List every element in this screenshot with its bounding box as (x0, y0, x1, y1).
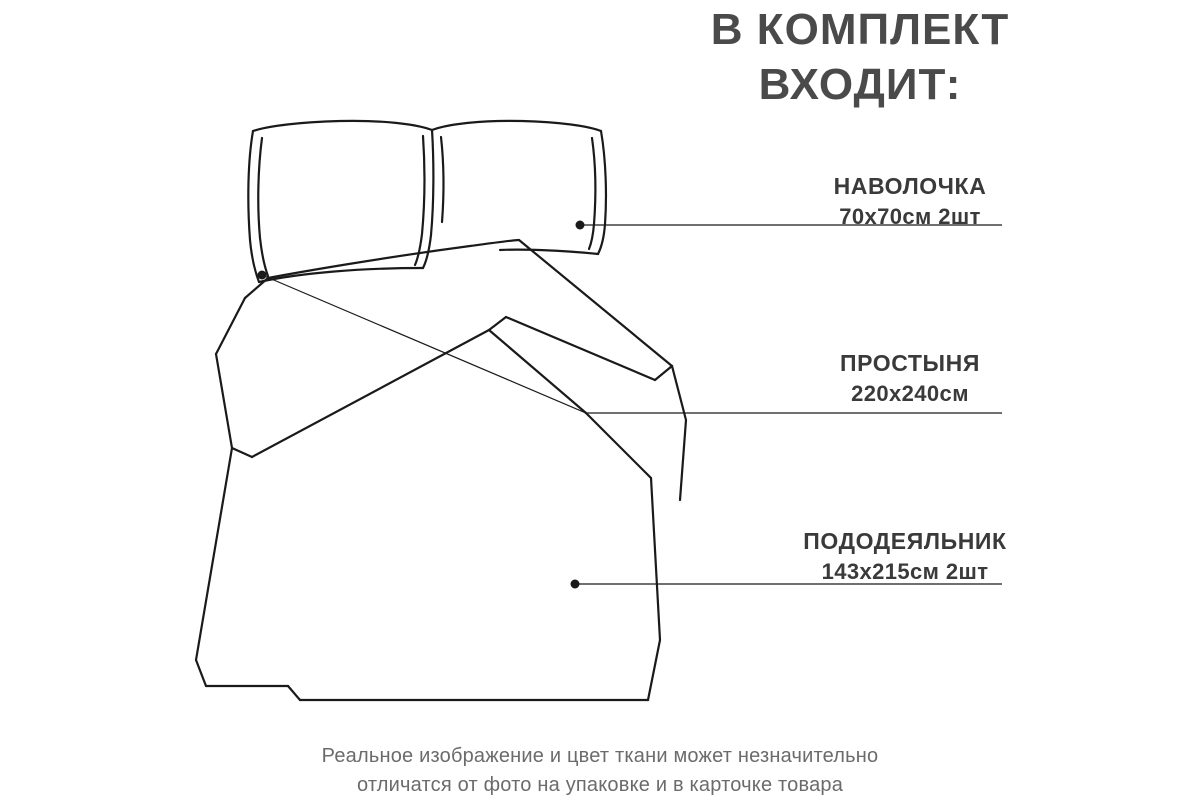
pillow-right-icon (432, 121, 606, 254)
flat-sheet-icon (216, 240, 672, 457)
disclaimer-line-2: отличатся от фото на упаковке и в карточке товара (356, 774, 844, 796)
callout-pillowcase-size: 70х70см 2шт (839, 203, 981, 229)
callout-sheet-label: ПРОСТЫНЯ (839, 350, 980, 376)
callout-duvet-cover-label: ПОДОДЕЯЛЬНИК (803, 528, 1007, 554)
pillow-left-icon (248, 121, 433, 282)
callout-duvet-cover (720, 527, 1090, 586)
disclaimer-note (150, 742, 1050, 800)
disclaimer-line-1: Реальное изображение и цвет ткани может незначительно (321, 745, 879, 767)
callout-sheet (745, 349, 1075, 408)
callout-duvet-cover-size: 143х215см 2шт (821, 558, 989, 584)
callout-sheet-size: 220х240см (851, 380, 969, 406)
page-title-line-1: В КОМПЛЕКТ (710, 5, 1010, 54)
page-title-line-2: ВХОДИТ: (758, 60, 962, 109)
callout-pillowcase (745, 172, 1075, 231)
callout-pillowcase-label: НАВОЛОЧКА (833, 173, 987, 199)
duvet-cover-icon (196, 366, 686, 700)
